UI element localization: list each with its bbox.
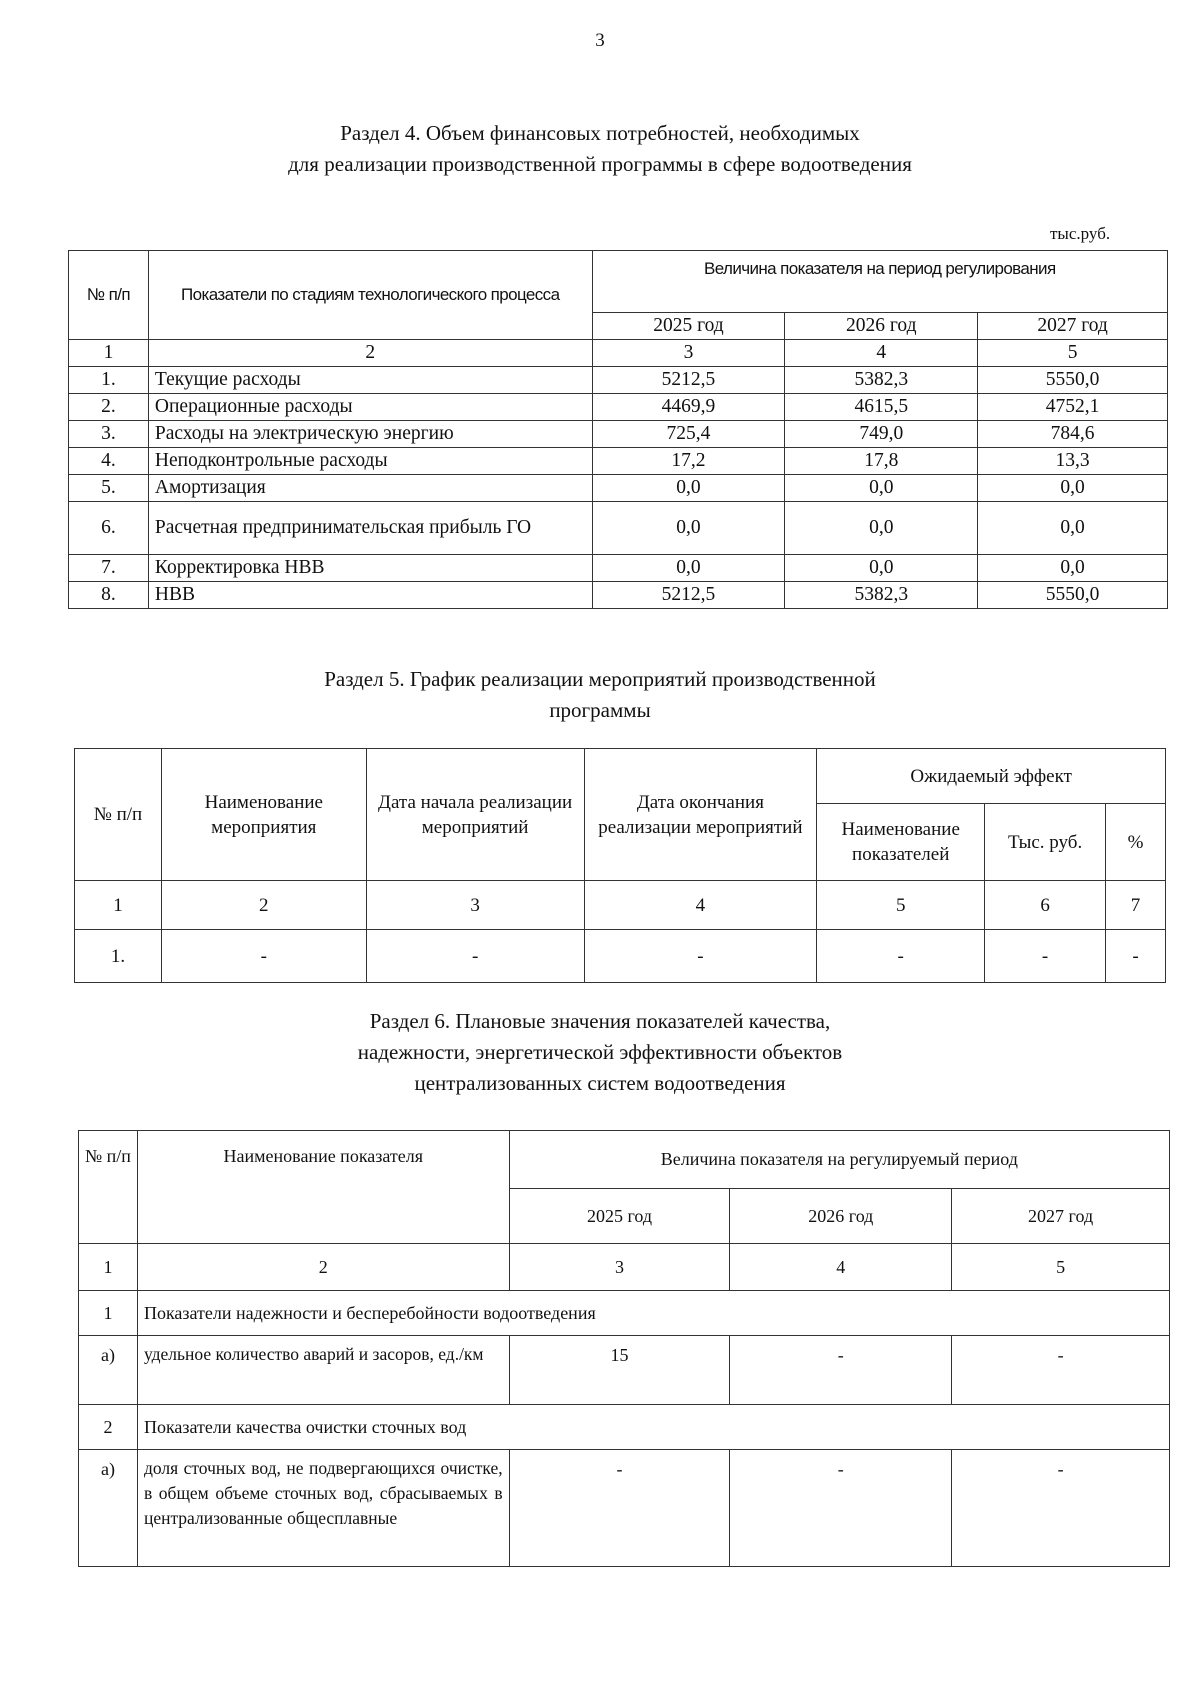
header-year-2026: 2026 год — [785, 312, 978, 339]
row-name: Расчетная предпринимательская прибыль ГО — [148, 502, 592, 555]
row-num: 3. — [69, 421, 149, 448]
header-effect-group: Ожидаемый эффект — [817, 749, 1166, 804]
header-effect-rub: Тыс. руб. — [985, 804, 1106, 881]
header-name: Наименование показателя — [137, 1131, 509, 1244]
group-title: Показатели качества очистки сточных вод — [137, 1405, 1169, 1450]
col-num: 4 — [730, 1244, 952, 1291]
col-num: 3 — [366, 881, 584, 930]
page-number: 3 — [595, 30, 605, 51]
group-num: 2 — [79, 1405, 138, 1450]
row-value-2026: 749,0 — [785, 421, 978, 448]
row-value-2027: - — [952, 1450, 1170, 1567]
row-value-2026: 5382,3 — [785, 367, 978, 394]
row-value-2027: 784,6 — [978, 421, 1168, 448]
row-name: Расходы на электрическую энергию — [148, 421, 592, 448]
row-num: 5. — [69, 475, 149, 502]
table-row — [69, 502, 1168, 555]
table-row — [69, 448, 1168, 475]
row-num: 6. — [69, 502, 149, 555]
row-value-2027: 13,3 — [978, 448, 1168, 475]
col-num: 2 — [148, 340, 592, 367]
section6-title-line2: надежности, энергетической эффективности объектов — [357, 1040, 843, 1064]
row-num: 4. — [69, 448, 149, 475]
row-value-2027: - — [952, 1336, 1170, 1405]
col-num: 2 — [137, 1244, 509, 1291]
quality-indicators-table — [78, 1130, 1170, 1567]
col-num: 6 — [985, 881, 1106, 930]
row-value-2026: 4615,5 — [785, 394, 978, 421]
row-value-2025: 4469,9 — [592, 394, 785, 421]
row-value-2025: 17,2 — [592, 448, 785, 475]
column-number-row — [75, 881, 1166, 930]
table-row — [69, 555, 1168, 582]
table-header-row — [75, 749, 1166, 804]
group-row — [79, 1291, 1170, 1336]
col-num: 3 — [592, 340, 785, 367]
header-num: № п/п — [75, 749, 162, 881]
header-year-2025: 2025 год — [509, 1188, 730, 1243]
row-end: - — [584, 930, 817, 983]
row-name: Амортизация — [148, 475, 592, 502]
section6-title-line3: централизованных систем водоотведения — [414, 1071, 786, 1095]
row-value-2025: 0,0 — [592, 502, 785, 555]
row-name: Текущие расходы — [148, 367, 592, 394]
row-name: НВВ — [148, 582, 592, 609]
section4-title-line2: для реализации производственной программы в сфере водоотведения — [288, 152, 912, 176]
row-num: 7. — [69, 555, 149, 582]
row-value-2027: 0,0 — [978, 475, 1168, 502]
table-row — [69, 394, 1168, 421]
row-effect-pct: - — [1106, 930, 1166, 983]
row-name: - — [161, 930, 366, 983]
schedule-table — [74, 748, 1166, 983]
row-value-2025: 725,4 — [592, 421, 785, 448]
header-year-2027: 2027 год — [952, 1188, 1170, 1243]
col-num: 4 — [584, 881, 817, 930]
table-row — [79, 1336, 1170, 1405]
section5-title-line1: Раздел 5. График реализации мероприятий производственной — [324, 667, 876, 691]
row-name: Операционные расходы — [148, 394, 592, 421]
table-header-row — [79, 1131, 1170, 1189]
col-num: 1 — [79, 1244, 138, 1291]
row-num: 2. — [69, 394, 149, 421]
row-num: а) — [79, 1450, 138, 1567]
col-num: 1 — [69, 340, 149, 367]
table-row-total — [69, 582, 1168, 609]
header-end: Дата окончания реализации мероприятий — [584, 749, 817, 881]
header-effect-name: Наименование показателей — [817, 804, 985, 881]
table-row — [69, 421, 1168, 448]
header-value-group: Величина показателя на регулируемый период — [509, 1131, 1169, 1189]
header-year-2025: 2025 год — [592, 312, 785, 339]
table-row — [79, 1450, 1170, 1567]
table-row — [75, 930, 1166, 983]
col-num: 7 — [1106, 881, 1166, 930]
group-title: Показатели надежности и бесперебойности водоотведения — [137, 1291, 1169, 1336]
col-num: 5 — [952, 1244, 1170, 1291]
row-name: Корректировка НВВ — [148, 555, 592, 582]
row-value-2025: 15 — [509, 1336, 730, 1405]
row-num: 8. — [69, 582, 149, 609]
row-value-2025: - — [509, 1450, 730, 1567]
row-value-2025: 0,0 — [592, 475, 785, 502]
col-num: 5 — [817, 881, 985, 930]
table-row — [69, 475, 1168, 502]
header-value-group: Величина показателя на период регулирования — [592, 251, 1167, 313]
row-value-2027: 0,0 — [978, 502, 1168, 555]
col-num: 1 — [75, 881, 162, 930]
col-num: 4 — [785, 340, 978, 367]
column-number-row — [79, 1244, 1170, 1291]
section4-title-line1: Раздел 4. Объем финансовых потребностей, необходимых — [340, 121, 860, 145]
section6-title-line1: Раздел 6. Плановые значения показателей качества, — [369, 1009, 831, 1033]
header-name: Наименование мероприятия — [161, 749, 366, 881]
header-year-2026: 2026 год — [730, 1188, 952, 1243]
col-num: 3 — [509, 1244, 730, 1291]
table-header-row — [69, 251, 1168, 313]
row-effect-rub: - — [985, 930, 1106, 983]
row-value-2026: - — [730, 1450, 952, 1567]
row-value-2026: 0,0 — [785, 555, 978, 582]
row-value-2026: 17,8 — [785, 448, 978, 475]
section5-title — [0, 664, 1200, 726]
header-num: № п/п — [79, 1131, 138, 1244]
row-value-2025: 5212,5 — [592, 582, 785, 609]
col-num: 5 — [978, 340, 1168, 367]
row-value-2027: 0,0 — [978, 555, 1168, 582]
row-value-2025: 0,0 — [592, 555, 785, 582]
row-name: доля сточных вод, не подвергающихся очистке, в общем объеме сточных вод, сбрасываемых в централизованные общесплавные — [137, 1450, 509, 1567]
row-value-2026: 0,0 — [785, 502, 978, 555]
row-value-2026: 0,0 — [785, 475, 978, 502]
row-name: удельное количество аварий и засоров, ед./км — [137, 1336, 509, 1405]
row-value-2026: - — [730, 1336, 952, 1405]
row-effect-name: - — [817, 930, 985, 983]
row-value-2025: 5212,5 — [592, 367, 785, 394]
col-num: 2 — [161, 881, 366, 930]
row-value-2027: 4752,1 — [978, 394, 1168, 421]
row-value-2027: 5550,0 — [978, 367, 1168, 394]
section6-title — [0, 1006, 1200, 1099]
row-value-2026: 5382,3 — [785, 582, 978, 609]
row-num: а) — [79, 1336, 138, 1405]
group-row — [79, 1405, 1170, 1450]
column-number-row — [69, 340, 1168, 367]
header-indicator: Показатели по стадиям технологического процесса — [148, 251, 592, 340]
row-name: Неподконтрольные расходы — [148, 448, 592, 475]
header-year-2027: 2027 год — [978, 312, 1168, 339]
group-num: 1 — [79, 1291, 138, 1336]
header-effect-pct: % — [1106, 804, 1166, 881]
section4-title — [0, 118, 1200, 180]
row-num: 1. — [75, 930, 162, 983]
table-row — [69, 367, 1168, 394]
header-num: № п/п — [69, 251, 149, 340]
row-value-2027: 5550,0 — [978, 582, 1168, 609]
section5-title-line2: программы — [549, 698, 651, 722]
financial-needs-table — [68, 250, 1168, 609]
unit-label: тыс.руб. — [1050, 224, 1111, 243]
row-num: 1. — [69, 367, 149, 394]
row-start: - — [366, 930, 584, 983]
header-start: Дата начала реализации мероприятий — [366, 749, 584, 881]
